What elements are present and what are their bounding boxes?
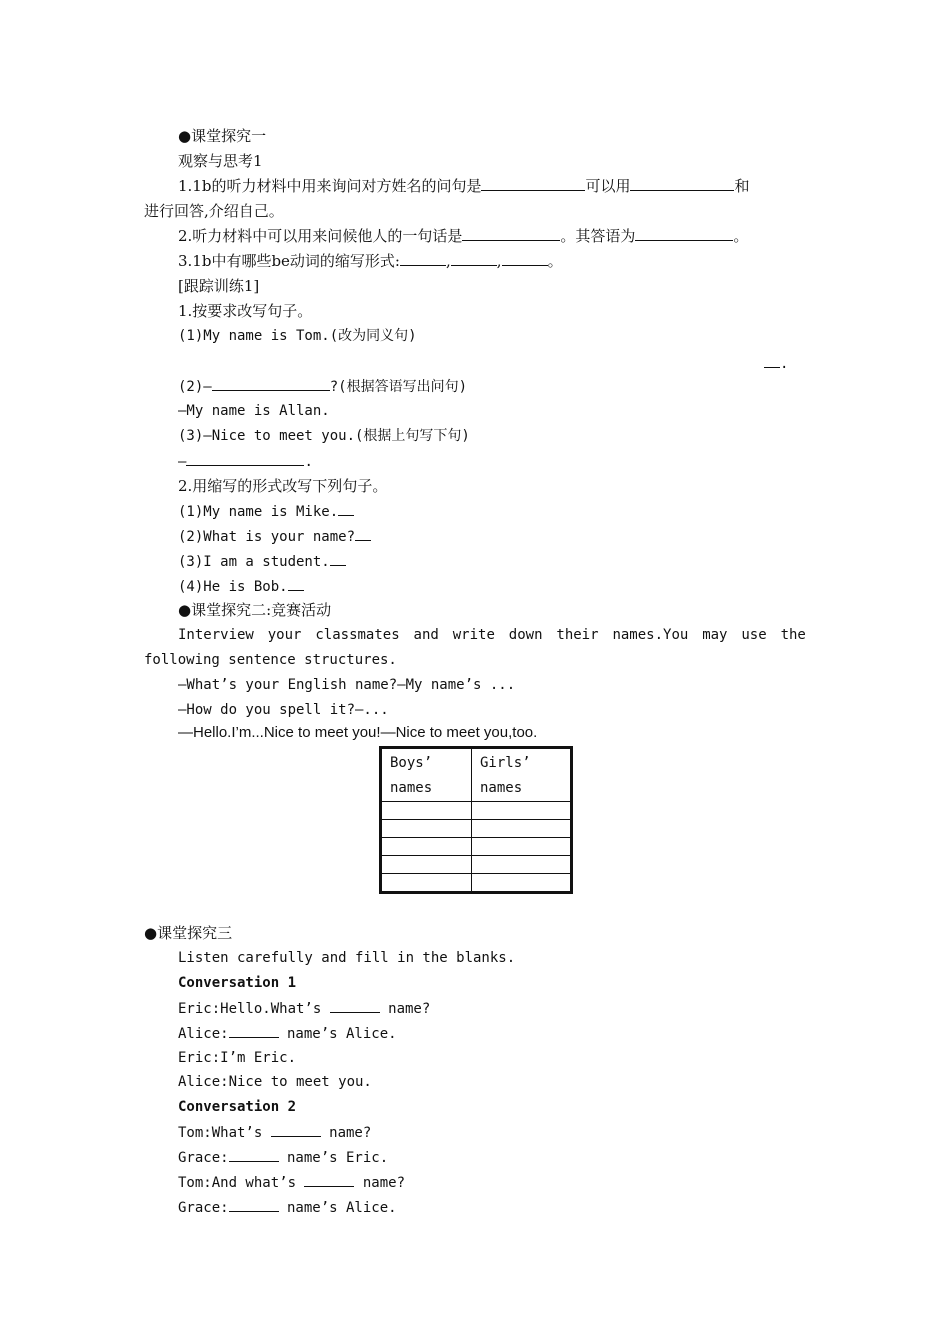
question-3: 3.1b中有哪些be动词的缩写形式: , , 。 <box>178 252 563 270</box>
conv2-line-1: Tom:What’s name? <box>178 1122 371 1143</box>
table-cell[interactable] <box>472 820 572 838</box>
table-cell[interactable] <box>381 820 472 838</box>
training-1-1: (1)My name is Tom.(改为同义句) <box>178 328 417 344</box>
table-cell[interactable] <box>472 874 572 893</box>
table-cell[interactable] <box>381 856 472 874</box>
training-1-2-answer: —My name is Allan. <box>178 403 330 419</box>
conv1-line-1: Eric:Hello.What’s name? <box>178 998 430 1019</box>
table-cell[interactable] <box>472 856 572 874</box>
training-1-3: (3)—Nice to meet you.(根据上句写下句) <box>178 428 470 444</box>
table-cell[interactable] <box>472 802 572 820</box>
answer-blank[interactable] <box>338 501 354 516</box>
answer-blank[interactable] <box>271 1122 321 1137</box>
training-label: [跟踪训练1] <box>178 277 260 295</box>
answer-blank[interactable] <box>355 526 371 541</box>
answer-blank[interactable] <box>462 226 560 241</box>
answer-blank[interactable] <box>451 251 497 266</box>
structure-1: —What’s your English name?—My name’s ... <box>178 677 516 693</box>
table-cell[interactable] <box>472 838 572 856</box>
contraction-item-3: (3)I am a student. <box>178 551 346 572</box>
training-task-1: 1.按要求改写句子。 <box>178 302 313 320</box>
answer-blank[interactable] <box>330 551 346 566</box>
structure-2: —How do you spell it?—... <box>178 702 389 718</box>
answer-blank[interactable] <box>630 176 734 191</box>
table-cell[interactable] <box>381 838 472 856</box>
section2-heading: ●课堂探究二:竞赛活动 <box>178 601 332 619</box>
girls-names-header: Girls’ names <box>472 748 572 802</box>
table-cell[interactable] <box>381 874 472 893</box>
answer-blank[interactable] <box>481 176 585 191</box>
boys-names-header: Boys’ names <box>381 748 472 802</box>
answer-blank[interactable] <box>400 251 446 266</box>
conv2-line-4: Grace: name’s Alice. <box>178 1197 397 1218</box>
training-1-3-answer-line: — . <box>178 451 313 472</box>
training-1-1-answer-line: . <box>764 353 788 374</box>
answer-blank[interactable] <box>330 998 380 1013</box>
answer-blank[interactable] <box>764 353 780 368</box>
conv2-line-3: Tom:And what’s name? <box>178 1172 405 1193</box>
training-1-2: (2)— ?(根据答语写出问句) <box>178 376 467 397</box>
names-table <box>379 746 573 894</box>
section3-instruction: Listen carefully and fill in the blanks. <box>178 950 516 966</box>
conversation-2-title: Conversation 2 <box>178 1099 297 1115</box>
answer-blank[interactable] <box>502 251 548 266</box>
conversation-1-title: Conversation 1 <box>178 975 297 991</box>
question-1: 1.1b的听力材料中用来询问对方姓名的问句是 可以用 和 <box>178 177 750 195</box>
table-cell[interactable] <box>381 802 472 820</box>
conv1-line-3: Eric:I’m Eric. <box>178 1050 297 1066</box>
section1-heading: ●课堂探究一 <box>178 127 267 145</box>
question-1-continued: 进行回答,介绍自己。 <box>144 202 284 220</box>
contraction-item-2: (2)What is your name? <box>178 526 371 547</box>
section3-heading: ●课堂探究三 <box>144 924 233 942</box>
answer-blank[interactable] <box>635 226 733 241</box>
answer-blank[interactable] <box>212 376 330 391</box>
section2-intro-line2: following sentence structures. <box>144 652 397 668</box>
section2-intro-line1: Interview your classmates and write down their names.You may use the <box>178 627 806 643</box>
training-task-2: 2.用缩写的形式改写下列句子。 <box>178 477 388 495</box>
section1-subheading: 观察与思考1 <box>178 152 263 170</box>
structure-3: —Hello.I’m...Nice to meet you!—Nice to meet you,too. <box>178 724 538 741</box>
answer-blank[interactable] <box>229 1147 279 1162</box>
conv1-line-2: Alice: name’s Alice. <box>178 1023 397 1044</box>
contraction-item-4: (4)He is Bob. <box>178 576 304 597</box>
conv2-line-2: Grace: name’s Eric. <box>178 1147 388 1168</box>
answer-blank[interactable] <box>229 1197 279 1212</box>
answer-blank[interactable] <box>186 451 304 466</box>
question-2: 2.听力材料中可以用来问候他人的一句话是 。其答语为 。 <box>178 227 749 245</box>
answer-blank[interactable] <box>304 1172 354 1187</box>
contraction-item-1: (1)My name is Mike. <box>178 501 354 522</box>
answer-blank[interactable] <box>288 576 304 591</box>
answer-blank[interactable] <box>229 1023 279 1038</box>
conv1-line-4: Alice:Nice to meet you. <box>178 1074 372 1090</box>
